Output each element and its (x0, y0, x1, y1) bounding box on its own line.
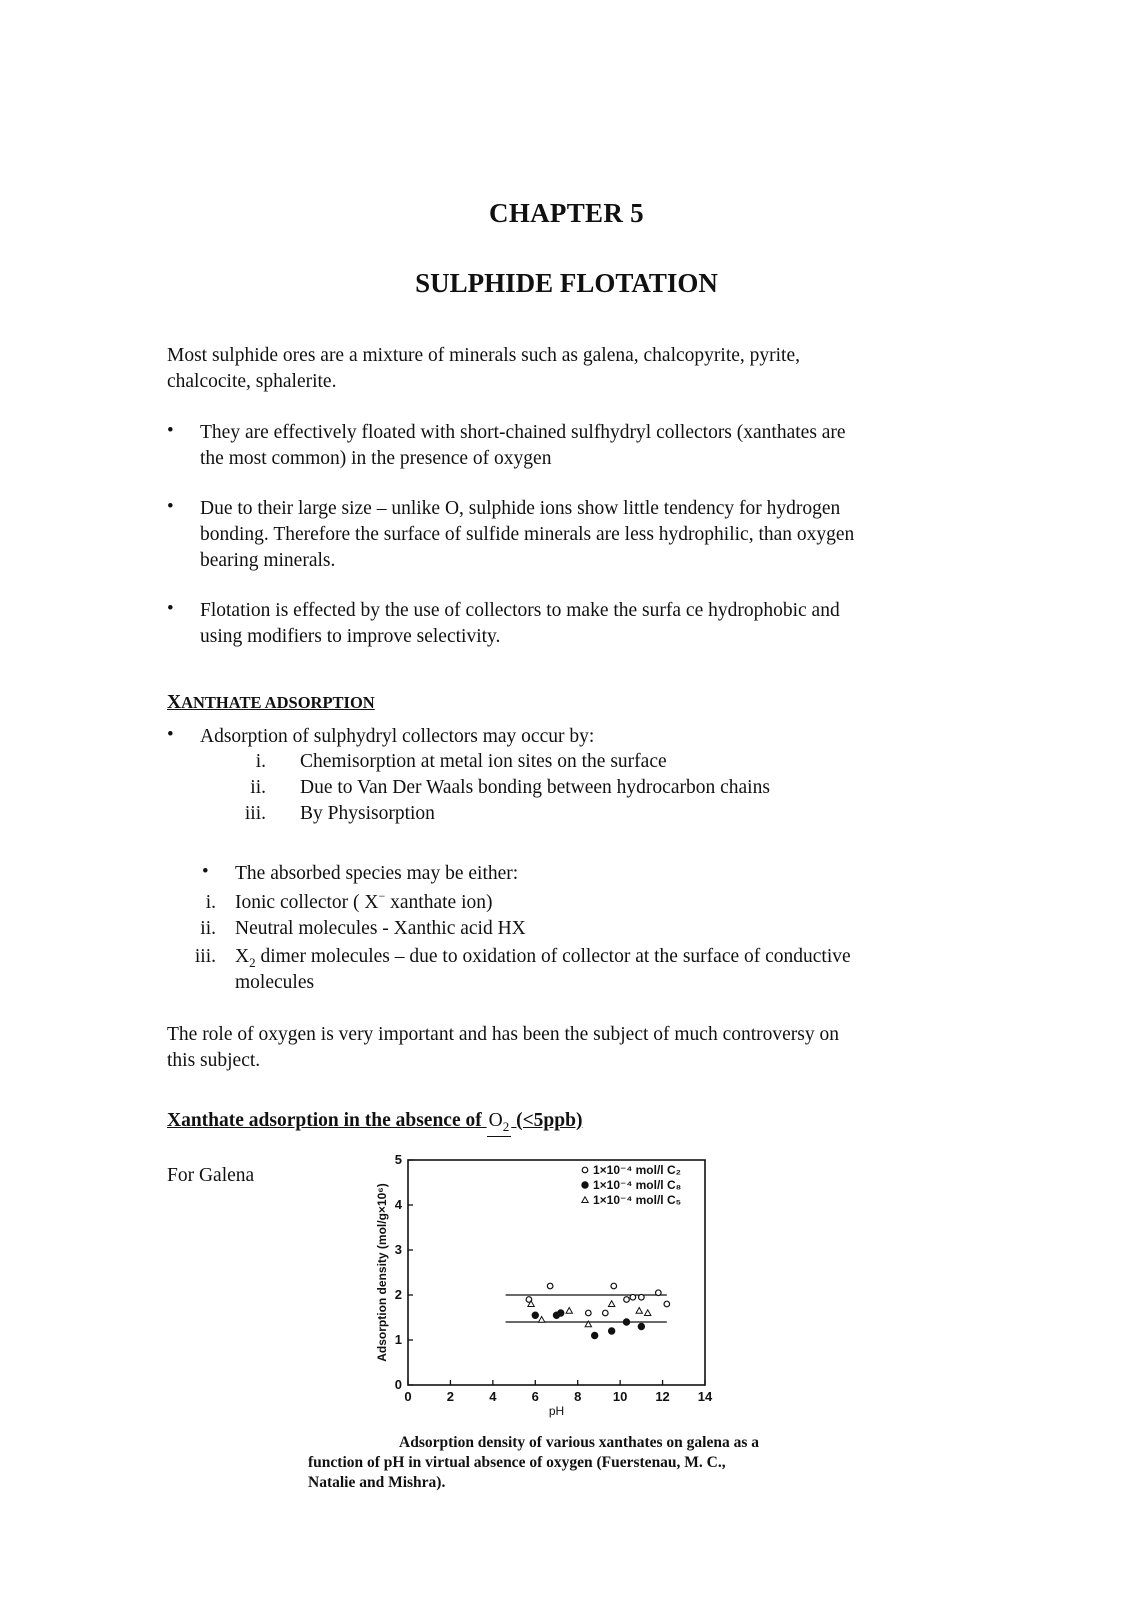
bullet-icon: • (167, 496, 174, 517)
x-tick-label: 8 (574, 1389, 582, 1404)
legend-marker (582, 1197, 588, 1203)
y-tick-label: 4 (394, 1197, 402, 1212)
x-tick-label: 6 (531, 1389, 539, 1404)
bullet-2-line-1: Due to their large size – unlike O, sulphide ions show little tendency for hydrogen (200, 498, 841, 519)
data-point (608, 1328, 614, 1334)
bullet-icon: • (167, 724, 174, 745)
y-tick-label: 5 (394, 1152, 402, 1167)
bullet-1-line-2: the most common) in the presence of oxygen (200, 448, 552, 469)
oxygen-line-1: The role of oxygen is very important and has been the subject of much controversy on (167, 1024, 840, 1045)
legend-label: 1×10⁻⁴ mol/l C₈ (593, 1178, 682, 1192)
legend-marker (582, 1167, 588, 1173)
list-item: Chemisorption at metal ion sites on the surface (300, 751, 667, 772)
data-point (638, 1323, 644, 1329)
adsorption-intro: Adsorption of sulphydryl collectors may occur by: (200, 726, 595, 747)
list-number: iii. (194, 946, 216, 967)
bullet-3-line-2: using modifiers to improve selectivity. (200, 626, 501, 647)
x-tick-label: 12 (655, 1389, 670, 1404)
species-intro: The absorbed species may be either: (235, 863, 519, 884)
data-point (602, 1310, 608, 1316)
bullet-icon: • (167, 420, 174, 441)
data-point (664, 1301, 670, 1307)
bullet-icon: • (202, 861, 209, 882)
list-number: i. (255, 751, 266, 772)
section-heading-xanthate-adsorption: XANTHATE ADSORPTION (167, 692, 375, 713)
data-point (566, 1308, 572, 1314)
data-point (608, 1301, 614, 1307)
list-item: By Physisorption (300, 803, 435, 824)
legend-label: 1×10⁻⁴ mol/l C₂ (593, 1163, 681, 1177)
bullet-3-line-1: Flotation is effected by the use of collectors to make the surfa ce hydrophobic and (200, 600, 840, 621)
bullet-1-line-1: They are effectively floated with short-chained sulfhydryl collectors (xanthates are (200, 422, 846, 443)
data-point (547, 1283, 553, 1289)
data-point (636, 1308, 642, 1314)
x-axis-label: pH (548, 1404, 565, 1418)
list-item: Due to Van Der Waals bonding between hydrocarbon chains (300, 777, 770, 798)
data-point (656, 1290, 662, 1296)
bullet-2-line-3: bearing minerals. (200, 550, 336, 571)
data-point (645, 1310, 651, 1316)
list-number: i. (205, 892, 216, 913)
oxygen-line-2: this subject. (167, 1050, 261, 1071)
y-tick-label: 3 (394, 1242, 402, 1257)
y-tick-label: 1 (394, 1332, 402, 1347)
for-galena-label: For Galena (167, 1165, 255, 1186)
chapter-title: SULPHIDE FLOTATION (415, 268, 718, 298)
legend-label: 1×10⁻⁴ mol/l C₅ (593, 1193, 682, 1207)
data-point (611, 1283, 617, 1289)
list-number: ii. (250, 777, 266, 798)
data-point (591, 1332, 597, 1338)
intro-line-1: Most sulphide ores are a mixture of minerals such as galena, chalcopyrite, pyrite, (167, 345, 801, 366)
legend-marker (582, 1182, 588, 1188)
bullet-icon: • (167, 598, 174, 619)
list-item: Ionic collector ( X− xanthate ion) (235, 889, 493, 913)
x-tick-label: 4 (489, 1389, 497, 1404)
data-point (532, 1312, 538, 1318)
data-point (586, 1310, 592, 1316)
list-number: iii. (244, 803, 266, 824)
intro-line-2: chalcocite, sphalerite. (167, 371, 337, 392)
y-axis-label: Adsorption density (mol/g×10⁶) (375, 1183, 389, 1362)
list-number: ii. (200, 918, 216, 939)
data-point (630, 1294, 636, 1300)
adsorption-density-chart (360, 1140, 740, 1425)
list-item-continuation: molecules (235, 972, 315, 993)
bullet-2-line-2: bonding. Therefore the surface of sulfide minerals are less hydrophilic, than oxygen (200, 524, 855, 545)
data-point (624, 1297, 630, 1303)
data-point (623, 1319, 629, 1325)
figure-caption-line-2: function of pH in virtual absence of oxygen (Fuerstenau, M. C., (308, 1454, 726, 1471)
y-tick-label: 2 (394, 1287, 402, 1302)
section-heading-absence-of-oxygen: Xanthate adsorption in the absence of $O_2$ (<5ppb) (167, 1110, 582, 1137)
figure-caption-line-3: Natalie and Mishra). (308, 1474, 446, 1491)
chapter-number: CHAPTER 5 (489, 198, 644, 228)
figure-caption-line-1: Adsorption density of various xanthates on galena as a (399, 1434, 759, 1451)
data-point (558, 1310, 564, 1316)
y-tick-label: 0 (394, 1377, 402, 1392)
x-tick-label: 2 (446, 1389, 455, 1404)
x-tick-label: 0 (404, 1389, 412, 1404)
data-point (538, 1317, 544, 1323)
list-item: Neutral molecules - Xanthic acid HX (235, 918, 526, 939)
x-tick-label: 10 (612, 1389, 628, 1404)
x-tick-label: 14 (697, 1389, 713, 1404)
list-item: $X_2$ dimer molecules – due to oxidation of collector at the surface of conductive (235, 946, 851, 970)
data-point (639, 1294, 645, 1300)
